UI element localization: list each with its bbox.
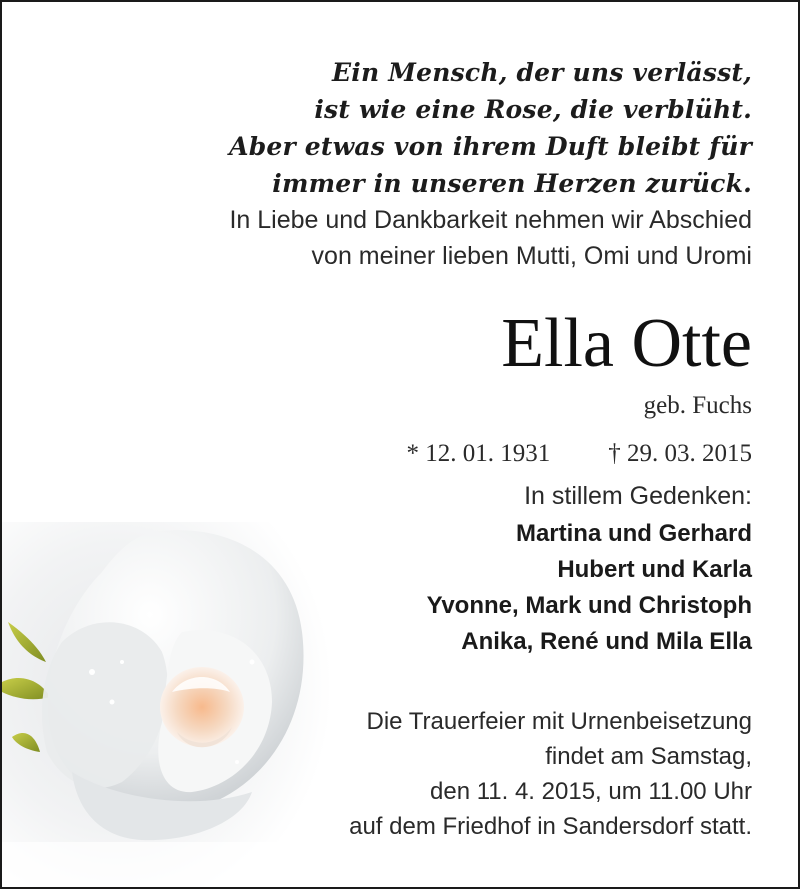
funeral-line: Die Trauerfeier mit Urnenbeisetzung <box>366 708 752 735</box>
death-date: † 29. 03. 2015 <box>608 440 752 467</box>
mourner-name: Hubert und Karla <box>557 556 752 583</box>
memorial-poem <box>182 54 752 202</box>
funeral-notice <box>182 704 752 844</box>
funeral-line: auf dem Friedhof in Sandersdorf statt. <box>349 813 752 840</box>
poem-line: ist wie eine Rose, die verblüht. <box>314 95 752 124</box>
birth-name: geb. Fuchs <box>643 392 752 419</box>
poem-line: Ein Mensch, der uns verlässt, <box>332 58 752 87</box>
mourners-heading: In stillem Gedenken: <box>524 482 752 510</box>
life-dates <box>182 438 752 470</box>
poem-line: Aber etwas von ihrem Duft bleibt für <box>229 132 752 161</box>
funeral-line: den 11. 4. 2015, um 11.00 Uhr <box>430 778 752 805</box>
birth-date: * 12. 01. 1931 <box>406 440 551 467</box>
mourner-name: Martina und Gerhard <box>515 520 752 547</box>
poem-line: immer in unseren Herzen zurück. <box>272 169 752 198</box>
deceased-name: Ella Otte <box>501 305 752 382</box>
mourners-list <box>182 516 752 660</box>
funeral-line: findet am Samstag, <box>545 743 752 770</box>
mourner-name: Anika, René und Mila Ella <box>461 628 752 655</box>
mourner-name: Yvonne, Mark und Christoph <box>426 592 752 619</box>
intro-line: von meiner lieben Mutti, Omi und Uromi <box>311 242 752 270</box>
farewell-intro <box>182 202 752 274</box>
intro-line: In Liebe und Dankbarkeit nehmen wir Abschied <box>229 206 752 234</box>
